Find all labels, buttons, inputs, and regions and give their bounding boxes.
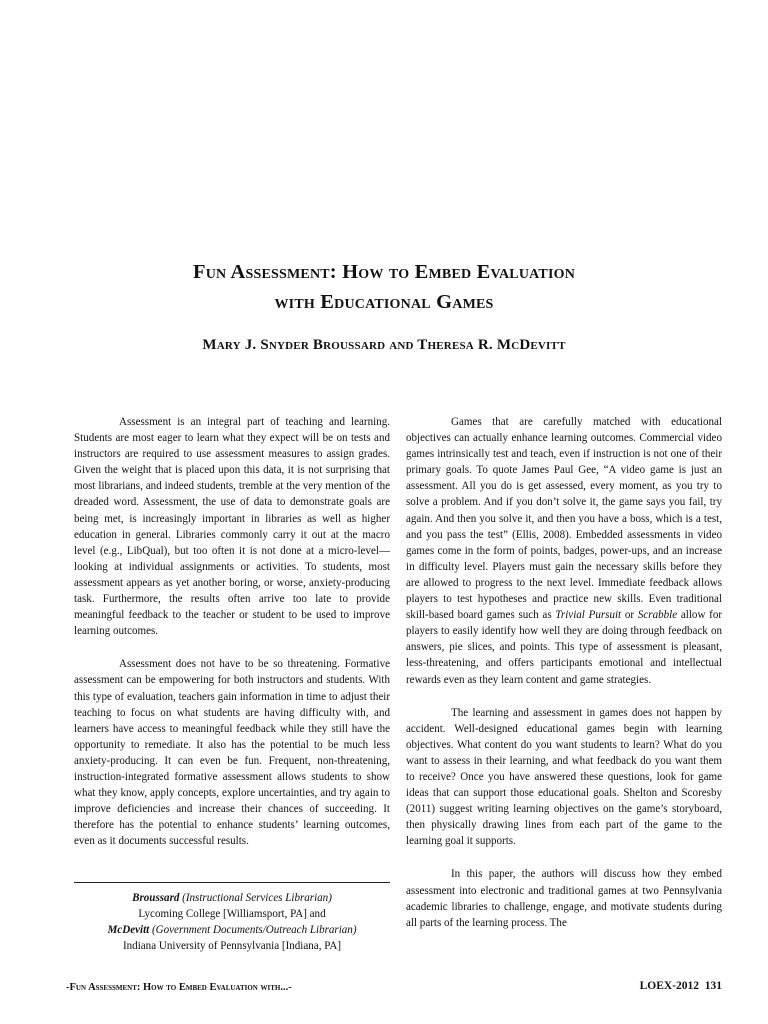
paragraph: Assessment does not have to be so threatening. Formative assessment can be empowering for both instructors and students. With this type of evaluation, teachers gain information in time to adjust their teaching to focus on what students are having difficulty with, and learners have access to meaningful feedback while they still have the opportunity to remediate. It also has the potential to be much less anxiety-producing. It can even be fun. Frequent, non-threatening, instruction-integrated formative assessment allows students to show what they know, apply concepts, explore uncertainties, and try again to improve deficiencies and increase their chances of succeeding. It therefore has the potential to enhance students’ learning outcomes, even as it documents successful results. <box>74 658 390 848</box>
paragraph-text: or <box>624 609 635 622</box>
running-title: -Fun Assessment: How to Embed Evaluation with...- <box>66 982 292 993</box>
game-title: Trivial Pursuit <box>555 609 622 622</box>
paper-title <box>0 257 768 317</box>
title-line-1: Fun Assessment: How to Embed Evaluation <box>192 261 576 283</box>
affiliation-line <box>74 922 390 938</box>
conference-label: LOEX-2012 <box>639 980 699 992</box>
page-footer <box>640 980 722 992</box>
paragraph-text: allow for players to easily identify how well they are doing through feedback on answers, pie slices, and points. This type of assessment is pleasant, less-threatening, and offers participants emotional and intellectual rewards even as they learn content and game strategies. <box>406 609 723 686</box>
left-column <box>74 414 390 866</box>
paragraph <box>406 414 722 688</box>
page-number: 131 <box>704 980 722 992</box>
author-name: Broussard <box>132 892 180 904</box>
affiliation-divider <box>74 882 390 883</box>
author-role: (Instructional Services Librarian) <box>182 892 332 904</box>
affiliation-line <box>74 890 390 906</box>
paragraph: In this paper, the authors will discuss how they embed assessment into electronic and traditional games at two Pennsylvania academic libraries to challenge, engage, and motivate students during all parts of the learning process. The <box>406 868 722 929</box>
paragraph: The learning and assessment in games does not happen by accident. Well-designed educational games begin with learning objectives. What content do you want students to learn? What do you want to assess in their learning, and what feedback do you want them to receive? Once you have answered these questions, look for game ideas that can support those educational goals. Shelton and Scoresby (2011) suggest writing learning objectives on the game’s storyboard, then physically drawing lines from each part of the game to the learning goal it supports. <box>406 706 722 848</box>
title-line-2: with Educational Games <box>274 291 494 313</box>
author-role: (Government Documents/Outreach Librarian) <box>151 924 357 936</box>
author-line: Mary J. Snyder Broussard and Theresa R. McDevitt <box>202 337 566 353</box>
affiliation-institution: Indiana University of Pennsylvania [Indiana, PA] <box>122 940 342 952</box>
author-affiliations <box>74 890 390 954</box>
game-title: Scrabble <box>637 609 678 622</box>
paragraph: Assessment is an integral part of teaching and learning. Students are most eager to learn what they expect will be on tests and instructors are required to use assessment measures to assign grades. Given the weight that is placed upon this data, it is not surprising that most librarians, and indeed students, tremble at the very mention of the dreaded word. Assessment, the use of data to demonstrate goals are being met, is increasingly important in libraries as well as higher education in general. Libraries commonly carry it out at the macro level (e.g., LibQual), but too often it is not done at a micro-level—looking at individual assignments or activities. To students, most assessment appears as yet another boring, or worse, anxiety-producing task. Furthermore, the results often arrive too late to provide meaningful feedback to the teacher or student to be used to improve learning outcomes. <box>74 416 390 638</box>
affiliation-institution: Lycoming College [Williamsport, PA] and <box>138 908 326 920</box>
author-name: McDevitt <box>107 924 150 936</box>
right-column <box>406 414 722 931</box>
paragraph-text: Games that are carefully matched with educational objectives can actually enhance learning outcomes. Commercial video games intrinsically test and teach, even if instruction is not one of their primary goals. To quote James Paul Gee, “A video game is just an assessment. All you do is get assessed, every moment, as you try to solve a problem. And if you don’t solve it, the game says you fail, try again. And then you solve it, and then you have a boss, which is a test, and you pass the test” (Ellis, 2008). Embedded assessments in video games come in the form of points, badges, power-ups, and an increase in difficulty level. Players must gain the necessary skills before they are allowed to progress to the next level. Immediate feedback allows players to test hypotheses and practice new skills. Even traditional skill-based board games such as <box>406 416 722 622</box>
